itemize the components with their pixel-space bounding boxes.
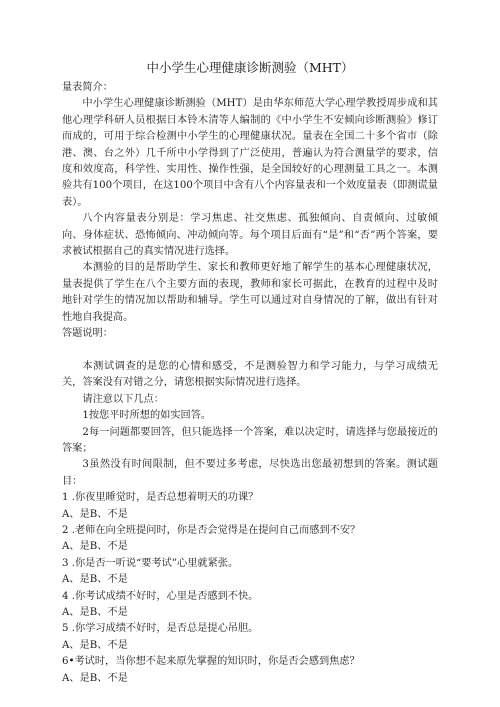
question-options: A、是B、不是	[62, 508, 128, 520]
document-body	[62, 80, 438, 687]
note-item: 3虽然没有时间限制，但不要过多考虑，尽快选出您最初想到的答案。测试题目：	[62, 459, 438, 487]
question-options: A、是B、不是	[62, 541, 128, 553]
question-options: A、是B、不是	[62, 672, 128, 684]
question-text: 4 .你考试成绩不好时，心里是否感到不快。	[62, 590, 259, 602]
note-item: 2每一问题都要回答，但只能选择一个答案，难以决定时，请选择与您最接近的答案；	[62, 426, 438, 454]
instructions-heading: 答题说明：	[62, 328, 113, 340]
intro-paragraph: 本测验的目的是帮助学生、家长和教师更好地了解学生的基本心理健康状况，量表提供了学生在八个主要方面的表现，教师和家长可据此，在教育的过程中及时地针对学生的情况加以帮助和辅导。学生可以通过对自身情况的了解，做出有针对性地自我提高。	[62, 262, 438, 323]
spacer	[62, 343, 438, 359]
intro-paragraph: 中小学生心理健康诊断测验（MHT）是由华东师范大学心理学教授周步成和其他心理学科研人员根据日本铃木清等人编制的《中小学生不安倾向诊断测验》修订而成的，可用于综合检测中小学生的心理健康状况。量表在全国二十多个省市（除港、澳、台之外）几千所中小学得到了广泛使用，普遍认为符合测量学的要求，信度和效度高，科学性、实用性、操作性强，是全国较好的心理测量工具之一。本测验共有100个项目，在这100个项目中含有八个内容量表和一个效度量表（即测谎量表）。	[62, 98, 438, 208]
notes-heading: 请注意以下几点：	[82, 393, 164, 405]
question-options: A、是B、不是	[62, 574, 128, 586]
question-text: 2 .老师在向全班提问时，你是否会觉得是在提问自己而感到不安？	[62, 524, 361, 536]
intro-heading: 量表简介：	[62, 82, 113, 93]
note-item: 1按您平时所想的如实回答。	[82, 410, 212, 422]
question-text: 1 .你夜里睡觉时，是否总想着明天的功课？	[62, 492, 259, 504]
question-text: 3 .你是否一听说“要考试”心里就紧张。	[62, 557, 239, 569]
intro-paragraph: 八个内容量表分别是：学习焦虑、社交焦虑、孤独倾向、自责倾向、过敏倾向、身体症状、恐怖倾向、冲动倾向等。每个项目后面有“是”和“否”两个答案，要求被试根据自己的真实情况进行选择。	[62, 213, 438, 258]
question-text: 6•考试时，当你想不起来原先掌握的知识时，你是否会感到焦虑？	[62, 656, 360, 668]
question-text: 5 .你学习成绩不好时，是否总是提心吊胆。	[62, 623, 259, 635]
question-options: A、是B、不是	[62, 606, 128, 618]
instructions-paragraph: 本测试调查的是您的心情和感受，不是测验智力和学习能力，与学习成绩无关，答案没有对错之分，请您根据实际情况进行选择。	[62, 360, 438, 389]
page-title: 中小学生心理健康诊断测验（MHT）	[146, 60, 354, 75]
question-options: A、是B、不是	[62, 639, 128, 651]
